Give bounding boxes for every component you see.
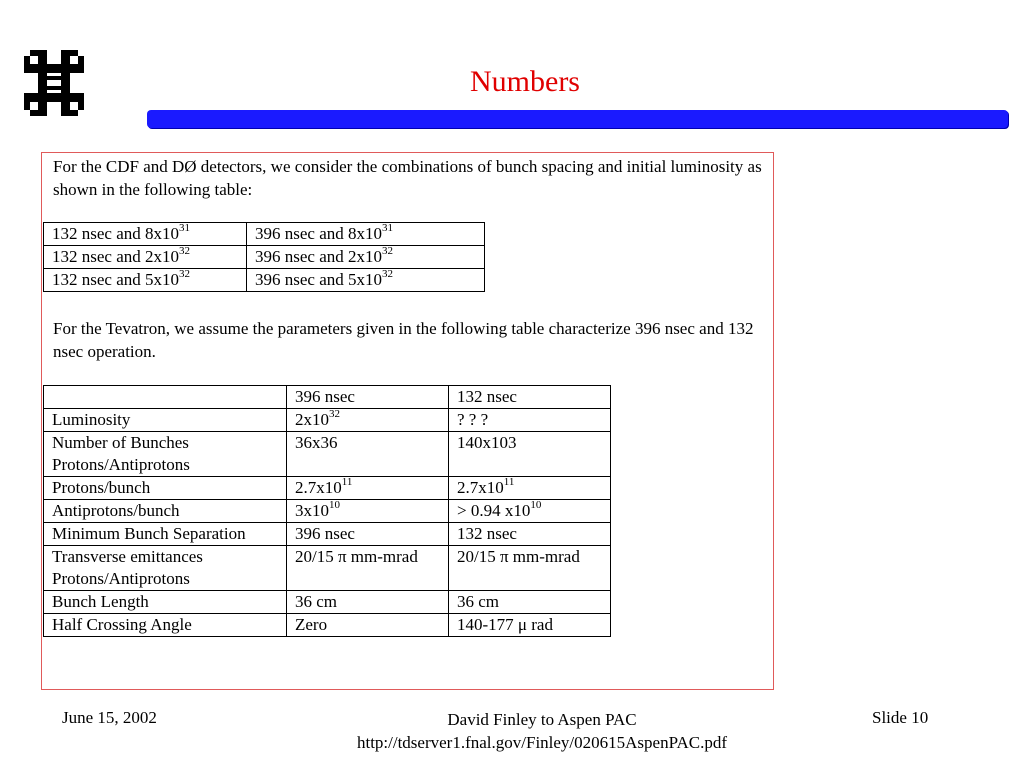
table-row — [44, 500, 611, 523]
table-row — [44, 432, 611, 477]
footer-author — [300, 708, 784, 754]
table-row — [44, 614, 611, 637]
value-396-cell: 36 cm — [287, 591, 449, 614]
value-396-cell: 396 nsec — [287, 523, 449, 546]
value-132-cell: 36 cm — [449, 591, 611, 614]
value-396-cell: $2.7x10^{11}$ — [287, 477, 449, 500]
intro-paragraph: For the CDF and DØ detectors, we consider the combinations of bunch spacing and initial luminosity as shown in the following table: — [53, 157, 762, 199]
table-cell: 396 nsec and $5x10^{32}$ — [247, 269, 485, 292]
fermilab-logo-icon — [24, 50, 84, 116]
parameter-cell: Luminosity — [44, 409, 287, 432]
value-132-cell: ? ? ? — [449, 409, 611, 432]
value-132-cell: > 0.94 $x10^{10}$ — [449, 500, 611, 523]
footer-url: http://tdserver1.fnal.gov/Finley/020615AspenPAC.pdf — [356, 733, 728, 752]
parameter-cell: Transverse emittances Protons/Antiprotons — [44, 546, 287, 591]
table-row — [44, 591, 611, 614]
table-row — [44, 477, 611, 500]
value-132-cell: 132 nsec — [449, 523, 611, 546]
slide-title: Numbers — [470, 65, 580, 98]
parameter-cell: Number of Bunches Protons/Antiprotons — [44, 432, 287, 477]
table-cell: 132 nsec and $5x10^{32}$ — [44, 269, 247, 292]
table-header-cell: 132 nsec — [449, 386, 611, 409]
combinations-table — [43, 222, 485, 292]
value-132-cell: 20/15 π mm-mrad — [449, 546, 611, 591]
table-row — [44, 523, 611, 546]
value-396-cell: 20/15 π mm-mrad — [287, 546, 449, 591]
parameter-cell: Half Crossing Angle — [44, 614, 287, 637]
title-underline-bar — [147, 110, 1008, 128]
value-396-cell: $3x10^{10}$ — [287, 500, 449, 523]
parameter-cell: Minimum Bunch Separation — [44, 523, 287, 546]
parameter-cell: Antiprotons/bunch — [44, 500, 287, 523]
value-396-cell: 36x36 — [287, 432, 449, 477]
table-cell: 132 nsec and $2x10^{32}$ — [44, 246, 247, 269]
table-row — [44, 409, 611, 432]
table-row — [44, 269, 485, 292]
table-header-cell: 396 nsec — [287, 386, 449, 409]
tevatron-parameters-table — [43, 385, 611, 637]
table-cell: 132 nsec and $8x10^{31}$ — [44, 223, 247, 246]
tevatron-paragraph: For the Tevatron, we assume the parameters given in the following table characterize 396 nsec and 132 nsec operation. — [53, 319, 754, 361]
table-row — [44, 223, 485, 246]
value-396-cell: Zero — [287, 614, 449, 637]
value-132-cell: $2.7x10^{11}$ — [449, 477, 611, 500]
slide-number: Slide 10 — [872, 708, 929, 727]
value-396-cell: $2x10^{32}$ — [287, 409, 449, 432]
value-132-cell: 140-177 μ rad — [449, 614, 611, 637]
value-132-cell: 140x103 — [449, 432, 611, 477]
parameter-cell: Protons/bunch — [44, 477, 287, 500]
parameter-cell: Bunch Length — [44, 591, 287, 614]
table-row — [44, 246, 485, 269]
table-row — [44, 546, 611, 591]
table-header-cell — [44, 386, 287, 409]
footer-author-line: David Finley to Aspen PAC — [447, 710, 637, 729]
footer-date: June 15, 2002 — [62, 708, 157, 727]
table-cell: 396 nsec and $8x10^{31}$ — [247, 223, 485, 246]
table-cell: 396 nsec and $2x10^{32}$ — [247, 246, 485, 269]
table-header-row — [44, 386, 611, 409]
